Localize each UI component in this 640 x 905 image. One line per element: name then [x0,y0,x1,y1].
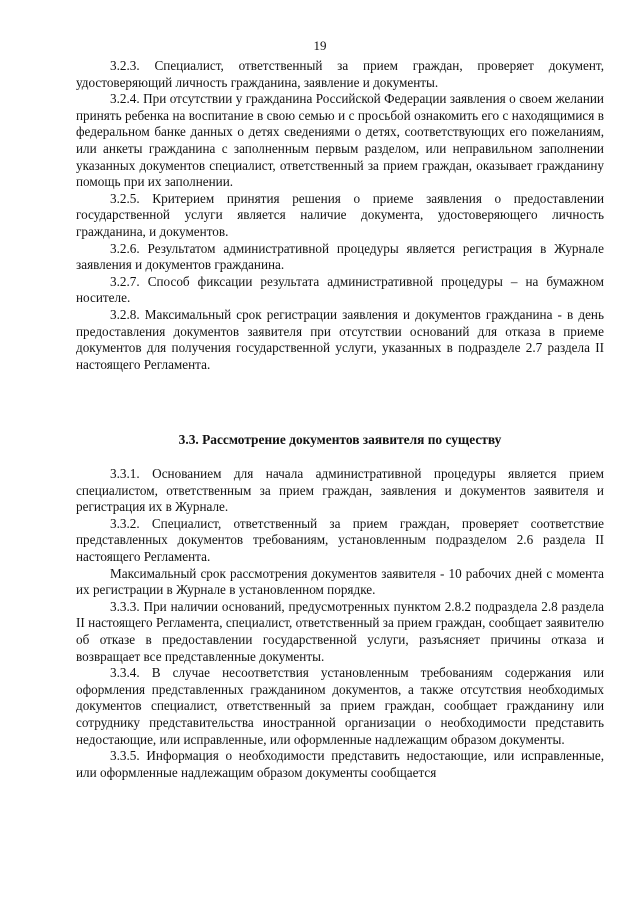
paragraph-3-2-5: 3.2.5. Критерием принятия решения о приеме заявления о предоставлении государственной услуги является наличие документа, удостоверяющего личность гражданина, и документов. [76,190,604,239]
paragraph-3-2-6: 3.2.6. Результатом административной процедуры является регистрация в Журнале заявления и документов гражданина. [76,240,604,273]
section-3-3-paragraphs [76,466,604,781]
section-heading-3-3: 3.3. Рассмотрение документов заявителя по существу [178,432,502,447]
paragraph-3-2-3: 3.2.3. Специалист, ответственный за прием граждан, проверяет документ, удостоверяющий личность гражданина, заявление и документы. [76,58,604,90]
paragraph-3-2-7: 3.2.7. Способ фиксации результата административной процедуры – на бумажном носителе. [76,273,604,306]
paragraph-3-2-4: 3.2.4. При отсутствии у гражданина Российской Федерации заявления о своем желании принять ребенка на воспитание в свою семью и с просьбой ознакомить его с находящимися в федеральном банке данных о детях сведениями о детях, соответствующих его пожеланиям, или анкеты гражданина с заполненным первым разделом, или неправильном заполнении указанных документов специалист, ответственный за прием граждан, оказывает гражданину помощь при их заполнении. [76,91,604,190]
page-number: 19 [313,38,327,53]
paragraph-max-term: Максимальный срок рассмотрения документов заявителя - 10 рабочих дней с момента их регистрации в Журнале в установленном порядке. [76,565,604,598]
paragraph-3-3-1: 3.3.1. Основанием для начала административной процедуры является прием специалистом, ответственным за прием граждан, заявления и документов заявителя и регистрация их в Журнале. [76,466,604,515]
paragraph-3-2-8: 3.2.8. Максимальный срок регистрации заявления и документов гражданина - в день предоставления документов заявителя при отсутствии оснований для отказа в приеме документов для получения государственной услуги, указанных в подразделе 2.7 раздела II настоящего Регламента. [76,306,604,372]
section-3-2-paragraphs [76,58,604,373]
paragraph-3-3-2: 3.3.2. Специалист, ответственный за прием граждан, проверяет соответствие представленных документов требованиям, установленным подразделом 2.6 раздела II настоящего Регламента. [76,515,604,564]
paragraph-3-3-4: 3.3.4. В случае несоответствия установленным требованиям содержания или оформления представленных гражданином документов, а также отсутствия необходимых документов специалист, ответственный за прием граждан, сообщает гражданину или сотруднику представительства иностранной организации о необходимости представить недостающие, или исправленные, или оформленные надлежащим образом документы. [76,665,604,747]
paragraph-3-3-5: 3.3.5. Информация о необходимости представить недостающие, или исправленные, или оформленные надлежащим образом документы сообщается [76,748,604,780]
paragraph-3-3-3: 3.3.3. При наличии оснований, предусмотренных пунктом 2.8.2 подраздела 2.8 раздела II настоящего Регламента, специалист, ответственный за прием граждан, сообщает заявителю об отказе в предоставлении государственной услуги, разъясняет причины отказа и возвращает все представленные документы. [76,598,604,664]
